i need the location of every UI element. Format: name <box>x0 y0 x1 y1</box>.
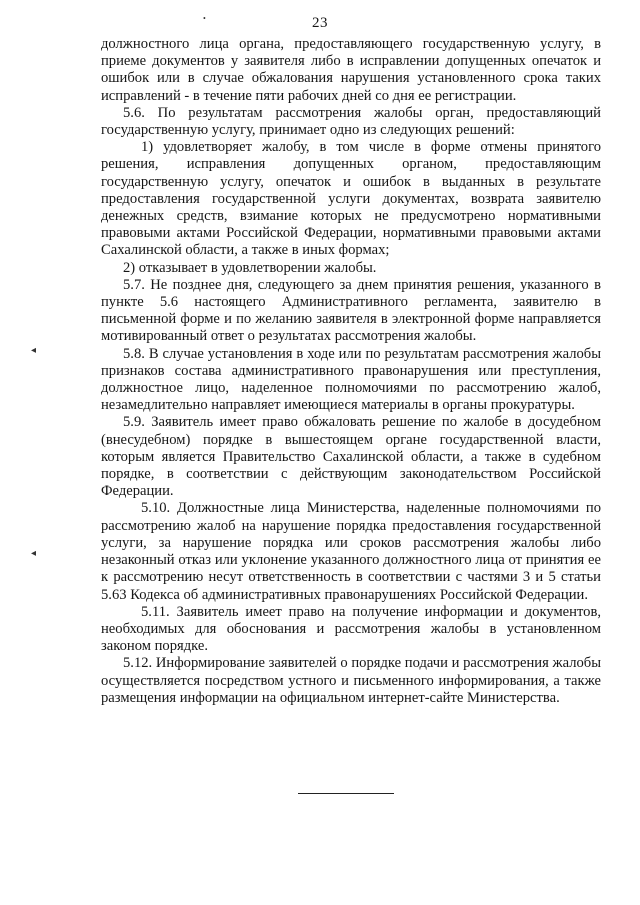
paragraph-5-11: 5.11. Заявитель имеет право на получение информации и документов, необходимых для обоснования и рассмотрения жалобы в установленном законом порядке. <box>101 603 601 655</box>
paragraph-5-7: 5.7. Не позднее дня, следующего за днем принятия решения, указанного в пункте 5.6 настоящего Административного регламента, заявителю в письменной форме и по желанию заявителя в электронной форме направляется мотивированный ответ о результатах рассмотрения жалобы. <box>101 276 601 345</box>
paragraph-5-6-item-2: 2) отказывает в удовлетворении жалобы. <box>123 259 377 276</box>
end-of-text-rule <box>298 793 394 794</box>
paragraph-5-9: 5.9. Заявитель имеет право обжаловать решение по жалобе в досудебном (внесудебном) порядке в вышестоящем органе государственной власти, которым является Правительство Сахалинской области, а также в судебном порядке, в соответствии с действующим законодательством Российской Федерации. <box>101 414 601 500</box>
paragraph-5-6-item-1: 1) удовлетворяет жалобу, в том числе в форме отмены принятого решения, исправления допущенных органом, предоставляющим государственную услугу, опечаток и ошибок в выданных в результате предоставления государственной услуги документах, возврата заявителю денежных средств, взимание которых не предусмотрено нормативными правовыми актами Российской Федерации, нормативными правовыми актами Сахалинской области, а также в иных формах; <box>101 139 601 259</box>
page-number: 23 <box>312 15 328 31</box>
paragraph-5-10: 5.10. Должностные лица Министерства, наделенные полномочиями по рассмотрению жалоб на нарушение порядка предоставления государственной услуги, за нарушение порядка или сроков рассмотрения жалобы либо незаконный отказ или уклонение указанного должностного лица от принятия ее к рассмотрению несут ответственность в соответствии с частями 3 и 5 статьи 5.63 Кодекса об административных правонарушениях Российской Федерации. <box>101 500 601 603</box>
binding-hole-mark: ◂ <box>31 548 37 559</box>
paragraph-5-8: 5.8. В случае установления в ходе или по результатам рассмотрения жалобы признаков состава административного правонарушения или преступления, должностное лицо, наделенное полномочиями по рассмотрению жалоб, незамедлительно направляет имеющиеся материалы в органы прокуратуры. <box>101 345 601 414</box>
paragraph-5-6: 5.6. По результатам рассмотрения жалобы орган, предоставляющий государственную услугу, принимает одно из следующих решений: <box>101 104 601 139</box>
scan-speck: • <box>203 14 206 23</box>
paragraph-5-12: 5.12. Информирование заявителей о порядке подачи и рассмотрения жалобы осуществляется посредством устного и письменного информирования, а также размещения информации на официальном интернет-сайте Министерства. <box>101 655 601 706</box>
paragraph-continuation: должностного лица органа, предоставляющего государственную услугу, в приеме документов у заявителя либо в исправлении допущенных опечаток и ошибок или в случае обжалования нарушения установленного срока таких исправлений - в течение пяти рабочих дней со дня ее регистрации. <box>101 36 601 104</box>
binding-hole-mark: ◂ <box>31 345 37 356</box>
document-body <box>101 36 601 707</box>
